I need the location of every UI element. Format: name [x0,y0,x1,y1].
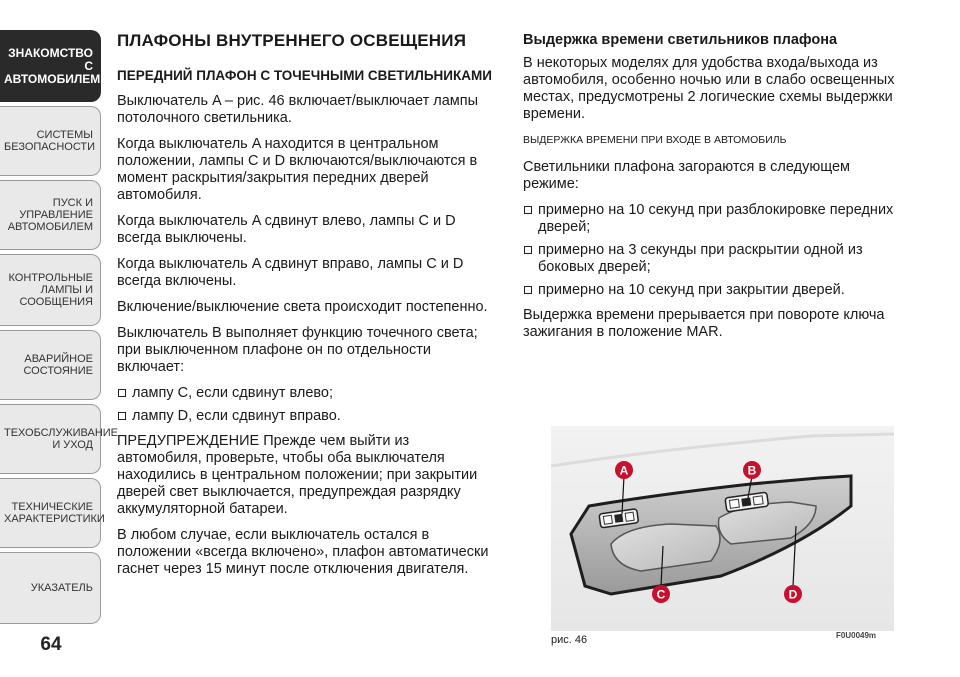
list-item: примерно на 3 секунды при раскрытии одной из боковых дверей; [523,242,903,276]
tab-label: ЗНАКОМСТВО С [8,45,93,73]
page-number: 64 [40,634,62,655]
tab-label: КОНТРОЛЬНЫЕ [8,272,93,284]
tab-start-driving[interactable] [0,180,101,250]
tab-label: АВАРИЙНОЕ [24,353,93,365]
right-column [523,32,903,350]
paragraph: В некоторых моделях для удобства входа/выхода из автомобиля, особенно ночью или в слабо освещенных местах, предусмотрены 2 логические схемы выдержки времени. [523,55,895,122]
tab-label: ТЕХНИЧЕСКИЕ [11,501,93,513]
left-column [117,32,497,587]
section-subtitle: ПЕРЕДНИЙ ПЛАФОН С ТОЧЕЧНЫМИ СВЕТИЛЬНИКАМИ [117,68,492,83]
tab-label: СООБЩЕНИЯ [19,296,93,308]
tab-label: АВТОМОБИЛЕМ [4,71,101,86]
tab-label: УКАЗАТЕЛЬ [30,582,93,594]
section-title: ПЛАФОНЫ ВНУТРЕННЕГО ОСВЕЩЕНИЯ [117,31,467,50]
tab-label: АВТОМОБИЛЕМ [7,221,93,233]
paragraph: Включение/выключение света происходит постепенно. [117,299,488,315]
ceiling-light-illustration [551,426,894,631]
paragraph: Когда выключатель A сдвинут влево, лампы C и D всегда выключены. [117,213,456,246]
tab-label: БЕЗОПАСНОСТИ [4,141,96,153]
figure-46 [551,426,894,631]
tab-label: СИСТЕМЫ [36,129,93,141]
paragraph: Когда выключатель A находится в центральном положении, лампы C и D включаются/выключаются в момент раскрытия/закрытия передних дверей автомобиля. [117,136,478,203]
bullet-list [117,385,497,425]
tab-label: ПУСК И УПРАВЛЕНИЕ [19,197,93,221]
section-heading: Выдержка времени светильников плафона [523,32,838,48]
tab-specifications[interactable] [0,478,105,548]
paragraph: Светильники плафона загораются в следующем режиме: [523,159,851,192]
warning-paragraph: ПРЕДУПРЕЖДЕНИЕ Прежде чем выйти из автомобиля, проверьте, чтобы оба выключателя находились в центральном положении; при закрытии дверей свет выключается, предупреждая разрядку аккумуляторной батареи. [117,433,478,517]
tab-intro[interactable] [0,30,101,102]
tab-label: ХАРАКТЕРИСТИКИ [4,513,105,525]
tab-emergency[interactable] [0,330,101,400]
paragraph: Выдержка времени прерывается при повороте ключа зажигания в положение MAR. [523,307,885,340]
tab-safety[interactable] [0,106,101,176]
list-item: лампу D, если сдвинут вправо. [117,408,497,425]
tab-label: СОСТОЯНИЕ [23,365,93,377]
label-d: D [788,587,798,602]
label-c: C [656,587,666,602]
list-item: лампу C, если сдвинут влево; [117,385,497,402]
tab-maintenance[interactable] [0,404,119,474]
paragraph: В любом случае, если выключатель остался в положении «всегда включено», плафон автоматически гаснет через 15 минут после отключения двигателя. [117,527,489,577]
label-b: B [747,463,757,478]
tab-label: И УХОД [52,439,93,451]
label-a: A [619,463,629,478]
figure-code: F0U0049m [836,631,877,640]
bullet-list [523,202,903,299]
list-item: примерно на 10 секунд при закрытии дверей. [523,282,903,299]
tab-label: ТЕХОБСЛУЖИВАНИЕ [4,427,119,439]
paragraph: Когда выключатель A сдвинут вправо, лампы C и D всегда включены. [117,256,464,289]
tab-label: ЛАМПЫ И [40,284,93,296]
subheading: ВЫДЕРЖКА ВРЕМЕНИ ПРИ ВХОДЕ В АВТОМОБИЛЬ [523,134,787,146]
paragraph: Выключатель B выполняет функцию точечного света; при выключенном плафоне он по отдельности включает: [117,325,478,375]
tab-warning-lights[interactable] [0,254,101,326]
tab-index[interactable] [0,552,101,624]
list-item: примерно на 10 секунд при разблокировке передних дверей; [523,202,903,236]
figure-caption: рис. 46 [551,634,588,646]
paragraph: Выключатель A – рис. 46 включает/выключает лампы потолочного светильника. [117,93,479,126]
